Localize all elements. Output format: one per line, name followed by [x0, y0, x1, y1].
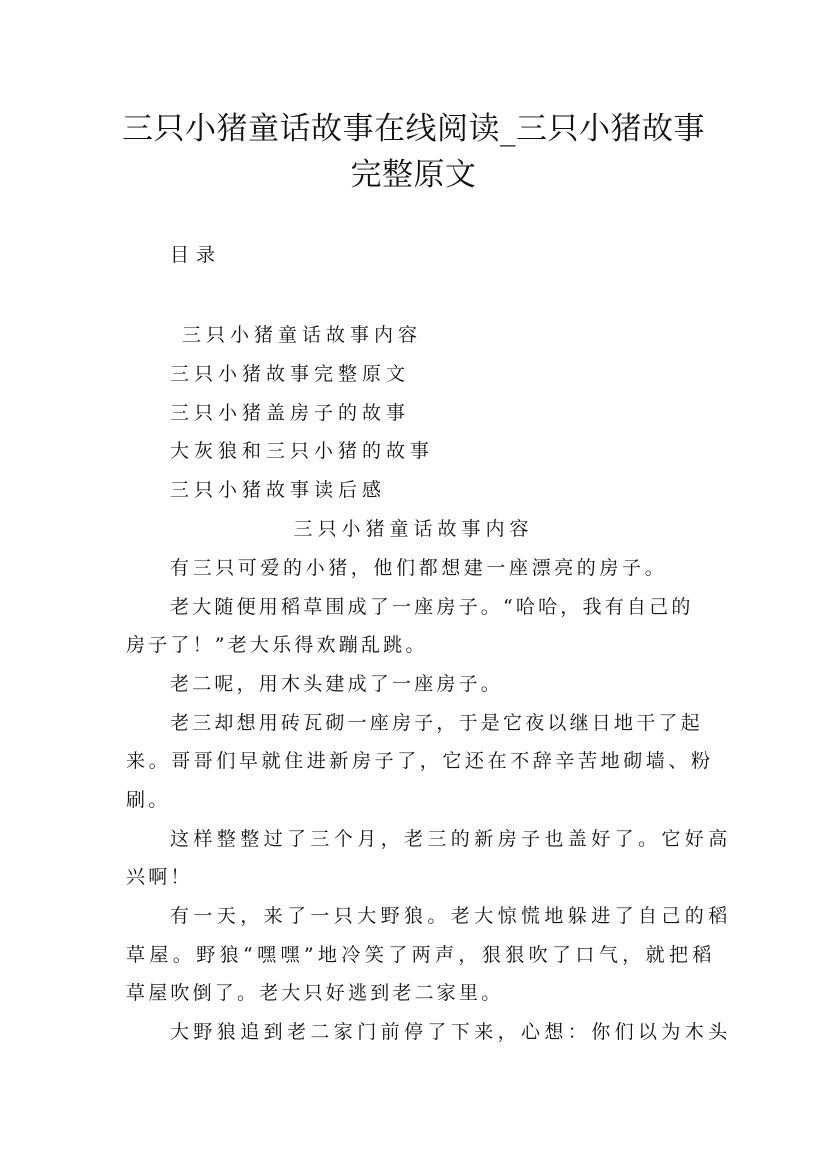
body-line-10: 有一天，来了一只大野狼。老大惊慌地躲进了自己的稻 [170, 905, 732, 927]
body-line-1: 有三只可爱的小猪，他们都想建一座漂亮的房子。 [170, 557, 668, 579]
section-title: 三只小猪童话故事内容 [293, 518, 534, 540]
toc-item-3: 三只小猪盖房子的故事 [170, 402, 411, 424]
body-line-5: 老三却想用砖瓦砌一座房子，于是它夜以继日地干了起 [170, 712, 703, 734]
body-line-6: 来。哥哥们早就住进新房子了，它还在不辞辛苦地砌墙、粉 [126, 750, 714, 772]
body-line-8: 这样整整过了三个月，老三的新房子也盖好了。它好高 [170, 828, 732, 850]
document-title [100, 106, 727, 198]
body-line-9: 兴啊！ [126, 866, 193, 888]
body-line-2: 老大随便用稻草围成了一座房子。“哈哈，我有自己的 [170, 596, 694, 618]
title-line-2: 完整原文 [350, 157, 477, 193]
body-line-7: 刷。 [126, 789, 171, 811]
body-line-13: 大野狼追到老二家门前停了下来，心想：你们以为木头 [170, 1021, 732, 1043]
title-line-1: 三只小猪童话故事在线阅读_三只小猪故事 [122, 111, 705, 147]
toc-item-5: 三只小猪故事读后感 [170, 479, 387, 501]
body-line-3: 房子了！”老大乐得欢蹦乱跳。 [126, 634, 428, 656]
body-line-12: 草屋吹倒了。老大只好逃到老二家里。 [126, 982, 504, 1004]
toc-heading: 目录 [170, 244, 223, 266]
toc-item-1: 三只小猪童话故事内容 [182, 324, 423, 346]
body-line-4: 老二呢，用木头建成了一座房子。 [170, 673, 504, 695]
body-line-11: 草屋。野狼“嘿嘿”地冷笑了两声，狠狠吹了口气，就把稻 [126, 944, 716, 966]
toc-item-2: 三只小猪故事完整原文 [170, 363, 411, 385]
toc-item-4: 大灰狼和三只小猪的故事 [170, 440, 435, 462]
